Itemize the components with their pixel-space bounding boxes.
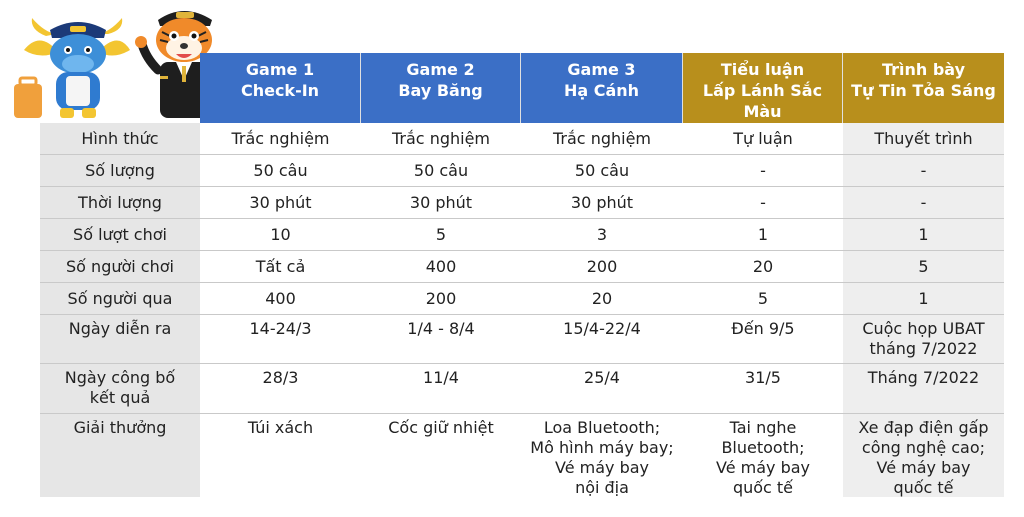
column-header-5: Trình bày Tự Tin Tỏa Sáng: [843, 53, 1004, 123]
table-cell: 30 phút: [200, 187, 361, 219]
table-cell: -: [683, 155, 843, 187]
column-header-2: Game 2 Bay Băng: [361, 53, 521, 123]
table-cell: Túi xách: [200, 414, 361, 497]
table-cell: 5: [361, 219, 521, 251]
row-label: Ngày công bố kết quả: [40, 364, 200, 414]
table-cell: -: [683, 187, 843, 219]
table-cell: 1: [843, 219, 1004, 251]
table-cell: -: [843, 187, 1004, 219]
row-label: Số người chơi: [40, 251, 200, 283]
table-cell: 11/4: [361, 364, 521, 414]
table-cell: 30 phút: [361, 187, 521, 219]
table-cell: Tất cả: [200, 251, 361, 283]
table-cell: 50 câu: [521, 155, 683, 187]
table-cell: -: [843, 155, 1004, 187]
table-cell: 200: [521, 251, 683, 283]
table-cell: Tự luận: [683, 123, 843, 155]
table-cell: Thuyết trình: [843, 123, 1004, 155]
table-cell: Tai nghe Bluetooth; Vé máy bay quốc tế: [683, 414, 843, 497]
table-cell: 50 câu: [200, 155, 361, 187]
row-label: Số người qua: [40, 283, 200, 315]
table-cell: 50 câu: [361, 155, 521, 187]
table-cell: Trắc nghiệm: [200, 123, 361, 155]
row-label: Số lượng: [40, 155, 200, 187]
header-corner: [40, 53, 200, 123]
table-cell: Tháng 7/2022: [843, 364, 1004, 414]
competition-table: [40, 53, 1004, 497]
row-label: Ngày diễn ra: [40, 315, 200, 364]
table-cell: Trắc nghiệm: [361, 123, 521, 155]
table-cell: 5: [683, 283, 843, 315]
table-cell: Cốc giữ nhiệt: [361, 414, 521, 497]
table-cell: 31/5: [683, 364, 843, 414]
table-cell: Cuộc họp UBAT tháng 7/2022: [843, 315, 1004, 364]
table-cell: 14-24/3: [200, 315, 361, 364]
table-cell: Trắc nghiệm: [521, 123, 683, 155]
table-cell: 25/4: [521, 364, 683, 414]
row-label: Số lượt chơi: [40, 219, 200, 251]
column-header-4: Tiểu luận Lấp Lánh Sắc Màu: [683, 53, 843, 123]
table-cell: Đến 9/5: [683, 315, 843, 364]
table-cell: 1: [683, 219, 843, 251]
table-cell: 28/3: [200, 364, 361, 414]
table-cell: 20: [683, 251, 843, 283]
table-cell: Xe đạp điện gấp công nghệ cao; Vé máy bay quốc tế: [843, 414, 1004, 497]
table-cell: 10: [200, 219, 361, 251]
row-label: Giải thưởng: [40, 414, 200, 497]
table-cell: 1/4 - 8/4: [361, 315, 521, 364]
table-cell: 200: [361, 283, 521, 315]
table-cell: 400: [361, 251, 521, 283]
row-label: Hình thức: [40, 123, 200, 155]
column-header-1: Game 1 Check-In: [200, 53, 361, 123]
table-cell: 30 phút: [521, 187, 683, 219]
row-label: Thời lượng: [40, 187, 200, 219]
table-cell: 3: [521, 219, 683, 251]
table-cell: 15/4-22/4: [521, 315, 683, 364]
table-cell: 20: [521, 283, 683, 315]
table-cell: 5: [843, 251, 1004, 283]
table-cell: Loa Bluetooth; Mô hình máy bay; Vé máy bay nội địa: [521, 414, 683, 497]
table-cell: 1: [843, 283, 1004, 315]
column-header-3: Game 3 Hạ Cánh: [521, 53, 683, 123]
table-cell: 400: [200, 283, 361, 315]
